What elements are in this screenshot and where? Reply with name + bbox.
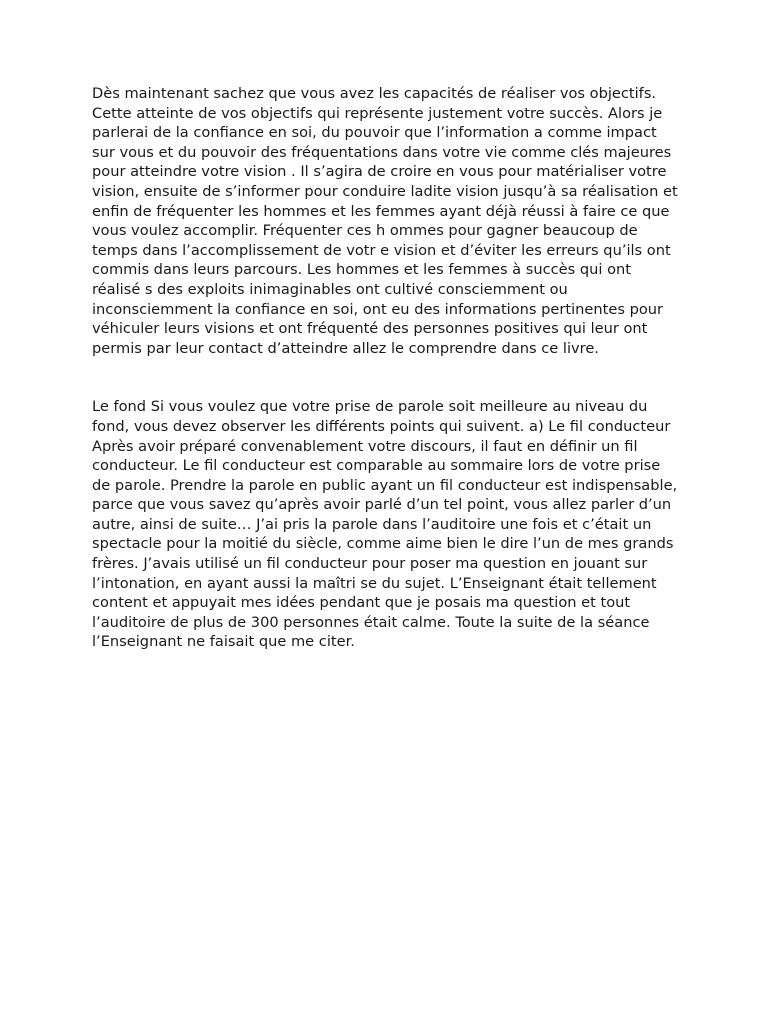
document-body — [92, 84, 682, 652]
paragraph-public-speaking: Le fond Si vous voulez que votre prise de parole soit meilleure au niveau du fond, vous devez observer les différents points qui suivent. a) Le fil conducteur Après avoir préparé convenablement votre discours, il faut en définir un fil conducteur. Le fil conducteur est comparable au sommaire lors de votre prise de parole. Prendre la parole en public ayant un fil conducteur est indispensable, parce que vous savez qu’après avoir parlé d’un tel point, vous allez parler d’un autre, ainsi de suite… J’ai pris la parole dans l’auditoire une fois et c’était un spectacle pour la moitié du siècle, comme aime bien le dire l’un de mes grands frères. J’avais utilisé un fil conducteur pour poser ma question en jouant sur l’intonation, en ayant aussi la maîtri se du sujet. L’Enseignant était tellement content et appuyait mes idées pendant que je posais ma question et tout l’auditoire de plus de 300 personnes était calme. Toute la suite de la séance l’Enseignant ne faisait que me citer. — [92, 398, 678, 651]
paragraph-confidence: Dès maintenant sachez que vous avez les capacités de réaliser vos objectifs. Cette atteinte de vos objectifs qui représente justement votre succès. Alors je parlerai de la confiance en soi, du pouvoir que l’information a comme impact sur vous et du pouvoir des fréquentations dans votre vie comme clés majeures pour atteindre votre vision . Il s’agira de croire en vous pour matérialiser votre vision, ensuite de s’informer pour conduire ladite vision jusqu’à sa réalisation et enfin de fréquenter les hommes et les femmes ayant déjà réussi à faire ce que vous voulez accomplir. Fréquenter ces h ommes pour gagner beaucoup de temps dans l’accomplissement de votr e vision et d’éviter les erreurs qu’ils ont commis dans leurs parcours. Les hommes et les femmes à succès qui ont réalisé s des exploits inimaginables ont cultivé consciemment ou inconsciemment la confiance en soi, ont eu des informations pertinentes pour véhiculer leurs visions et ont fréquenté des personnes positives qui leur ont permis par leur contact d’atteindre allez le comprendre dans ce livre. — [92, 85, 678, 357]
